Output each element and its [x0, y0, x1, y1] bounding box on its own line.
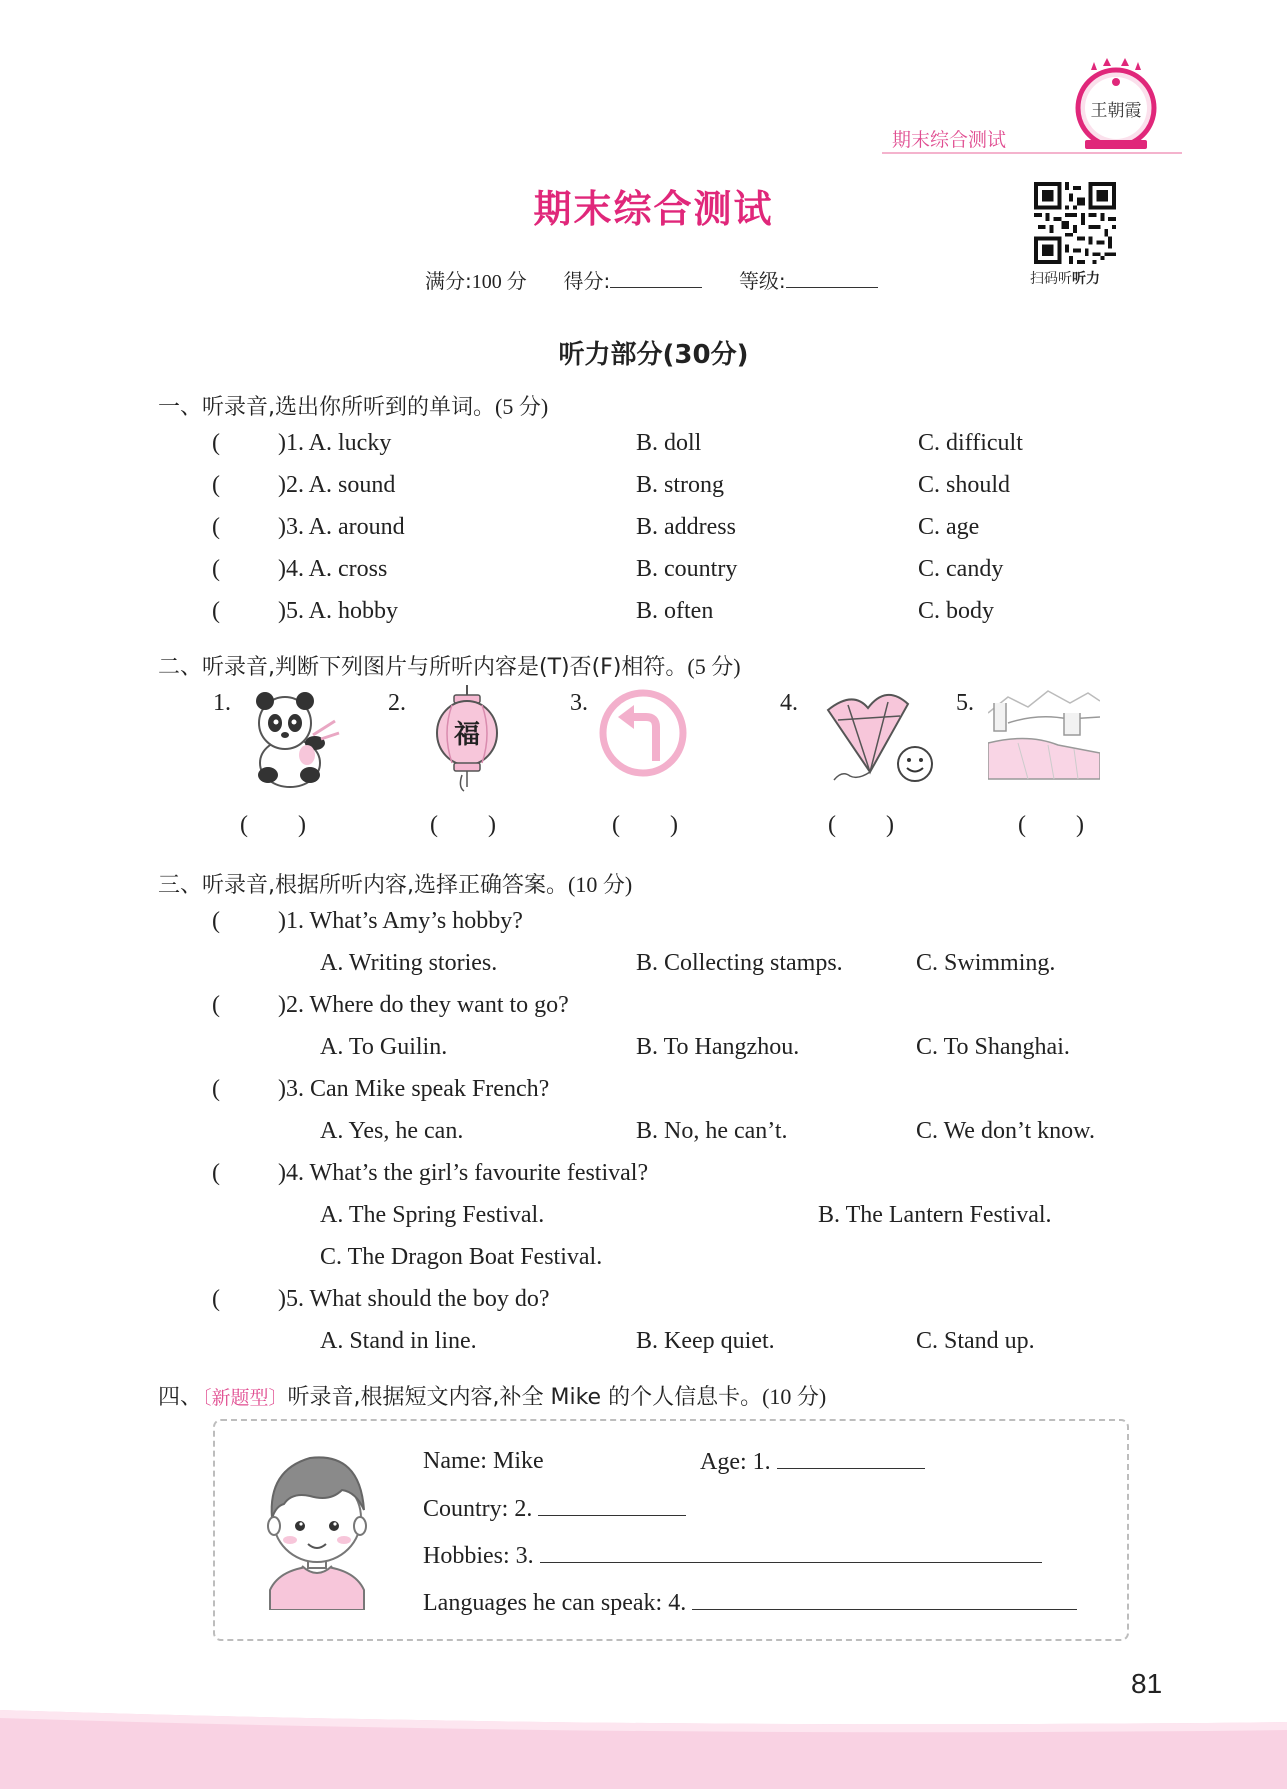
hobbies-blank[interactable]: [540, 1542, 1042, 1563]
qr-caption-scan: 扫码听: [1030, 271, 1072, 287]
crown-spike: [1091, 62, 1097, 70]
header-section-label: 期末综合测试: [892, 129, 1007, 151]
s3-q3-b: B. No, he can’t.: [636, 1118, 788, 1144]
s3-q5-a: A. Stand in line.: [320, 1328, 477, 1354]
answer-paren-3[interactable]: ( ): [612, 812, 678, 838]
languages-blank[interactable]: [692, 1589, 1077, 1610]
card-languages: [423, 1589, 1077, 1617]
s3-q4: ( )4. What’s the girl’s favourite festival?: [212, 1160, 649, 1186]
country-blank[interactable]: [538, 1495, 686, 1516]
qr-caption: [1030, 268, 1100, 288]
s3-q5-c: C. Stand up.: [916, 1328, 1035, 1354]
crown-spike: [1135, 62, 1141, 70]
section1-heading-text: 一、听录音,选出你所听到的单词。: [158, 395, 495, 420]
s1-q4-c: C. candy: [918, 556, 1004, 582]
s3-q1-b: B. Collecting stamps.: [636, 950, 843, 976]
s3-q4-c: C. The Dragon Boat Festival.: [320, 1244, 603, 1270]
s1-q4-b: B. country: [636, 556, 738, 582]
pic-number-4: 4.: [780, 690, 798, 716]
s3-q2-c: C. To Shanghai.: [916, 1034, 1070, 1060]
new-type-tag: 〔新题型〕: [202, 1387, 288, 1409]
logo-banner: [1085, 140, 1147, 149]
s1-q3-c: C. age: [918, 514, 980, 540]
age-blank[interactable]: [777, 1448, 925, 1469]
score-line: [425, 265, 878, 294]
score-label: 得分:: [563, 269, 611, 293]
s3-q4-a: A. The Spring Festival.: [320, 1202, 545, 1228]
s1-q5-b: B. often: [636, 598, 714, 624]
s1-q1-a: )1. A. lucky: [278, 430, 392, 456]
s3-q5-b: B. Keep quiet.: [636, 1328, 775, 1354]
s3-q3-text: )3. Can Mike speak French?: [278, 1076, 550, 1102]
s3-q2-a: A. To Guilin.: [320, 1034, 448, 1060]
grade-label: 等级:: [738, 269, 786, 293]
s1-q3-b: B. address: [636, 514, 736, 540]
card-country-label: Country: 2.: [423, 1496, 533, 1522]
section4-heading: [158, 1380, 826, 1411]
lantern-image: [412, 683, 522, 793]
s1-q4: ( )4. A. cross: [212, 556, 388, 582]
s3-q3-a: A. Yes, he can.: [320, 1118, 464, 1144]
card-hobbies-label: Hobbies: 3.: [423, 1543, 534, 1569]
s1-q5-a: )5. A. hobby: [278, 598, 398, 624]
answer-paren-1[interactable]: ( ): [240, 812, 306, 838]
kite-image: [808, 680, 938, 790]
turn-left-sign-image: [588, 683, 698, 793]
footer-band: [0, 1700, 1287, 1789]
section1-points: (5 分): [495, 394, 549, 419]
s3-q1-c: C. Swimming.: [916, 950, 1056, 976]
section4-points: (10 分): [762, 1384, 827, 1409]
card-age: [700, 1448, 925, 1476]
s3-q5-text: )5. What should the boy do?: [278, 1286, 550, 1312]
section4-heading-text: 听录音,根据短文内容,补全 Mike 的个人信息卡。: [287, 1385, 763, 1410]
s3-q3-c: C. We don’t know.: [916, 1118, 1095, 1144]
answer-paren-5[interactable]: ( ): [1018, 812, 1084, 838]
full-score-label: 满分:: [425, 269, 472, 293]
section1-heading: [158, 390, 548, 421]
s3-q4-text: )4. What’s the girl’s favourite festival?: [278, 1160, 649, 1186]
section2-heading-text: 二、听录音,判断下列图片与所听内容是(T)否(F)相符。: [158, 655, 688, 680]
logo-text: 王朝霞: [1090, 101, 1142, 121]
s3-q2-text: )2. Where do they want to go?: [278, 992, 569, 1018]
s3-q5: ( )5. What should the boy do?: [212, 1286, 550, 1312]
card-age-label: Age: 1.: [700, 1449, 771, 1475]
s3-q1: ( )1. What’s Amy’s hobby?: [212, 908, 523, 934]
card-name: Name: Mike: [423, 1448, 544, 1474]
s1-q3: ( )3. A. around: [212, 514, 405, 540]
section3-heading: [158, 868, 632, 899]
s1-q3-a: )3. A. around: [278, 514, 405, 540]
section3-heading-text: 三、听录音,根据所听内容,选择正确答案。: [158, 873, 568, 898]
section4-prefix: 四、: [158, 1385, 203, 1410]
s1-q2-a: )2. A. sound: [278, 472, 396, 498]
page-title: 期末综合测试: [533, 187, 774, 231]
s3-q2-b: B. To Hangzhou.: [636, 1034, 800, 1060]
s1-q2-b: B. strong: [636, 472, 725, 498]
s1-q5-c: C. body: [918, 598, 995, 624]
card-languages-label: Languages he can speak: 4.: [423, 1590, 687, 1616]
section3-points: (10 分): [568, 872, 633, 897]
pic-number-1: 1.: [213, 690, 231, 716]
s3-q2: ( )2. Where do they want to go?: [212, 992, 569, 1018]
qr-caption-listen: 听力: [1072, 271, 1100, 287]
crown-spike: [1103, 58, 1111, 66]
logo-dot: [1112, 78, 1120, 86]
s3-q1-text: )1. What’s Amy’s hobby?: [278, 908, 523, 934]
s1-q2: ( )2. A. sound: [212, 472, 396, 498]
s1-q1-b: B. doll: [636, 430, 702, 456]
card-hobbies: [423, 1542, 1042, 1570]
pic-number-5: 5.: [956, 690, 974, 716]
great-wall-image: [988, 683, 1100, 793]
listening-part-title: 听力部分(30分): [558, 340, 749, 370]
pic-number-3: 3.: [570, 690, 588, 716]
s3-q3: ( )3. Can Mike speak French?: [212, 1076, 550, 1102]
s1-q1: ( )1. A. lucky: [212, 430, 392, 456]
boy-avatar: [250, 1440, 385, 1610]
section2-heading: [158, 650, 741, 681]
s1-q2-c: C. should: [918, 472, 1011, 498]
s1-q5: ( )5. A. hobby: [212, 598, 398, 624]
page-number: 81: [1131, 1668, 1163, 1699]
answer-paren-2[interactable]: ( ): [430, 812, 496, 838]
pic-number-2: 2.: [388, 690, 406, 716]
section2-points: (5 分): [687, 654, 741, 679]
brand-logo: [1073, 58, 1159, 154]
crown-spike: [1121, 58, 1129, 66]
grade-blank[interactable]: [786, 269, 878, 288]
card-country: [423, 1495, 686, 1523]
answer-paren-4[interactable]: ( ): [828, 812, 894, 838]
s3-q1-a: A. Writing stories.: [320, 950, 498, 976]
full-score-value: 100 分: [471, 271, 527, 293]
s1-q1-c: C. difficult: [918, 430, 1023, 456]
s1-q4-a: )4. A. cross: [278, 556, 388, 582]
score-blank[interactable]: [610, 269, 702, 288]
lantern-char: 福: [453, 720, 481, 750]
panda-image: [235, 683, 345, 793]
s3-q4-b: B. The Lantern Festival.: [818, 1202, 1052, 1228]
